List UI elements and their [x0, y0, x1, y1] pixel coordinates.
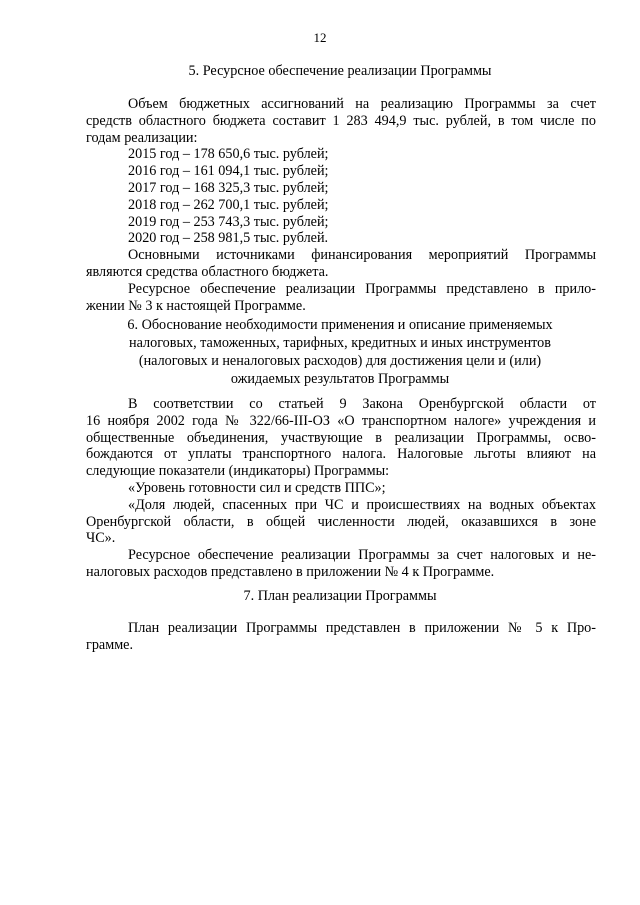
text-line: Основными источниками финансирования мероприятий Программы — [128, 247, 596, 264]
text-line: Объем бюджетных ассигнований на реализацию Программы за счет — [128, 96, 596, 112]
text-line: В соответствии со статьей 9 Закона Оренбургской области от — [128, 396, 596, 412]
text-line: Оренбургской области, в общей численности людей, оказавшихся в зоне — [86, 513, 596, 530]
year-item: 2020 год – 258 981,5 тыс. рублей. — [128, 230, 329, 247]
text-line: План реализации Программы представлен в приложении № 5 к Про- — [128, 620, 596, 636]
section-7-body — [86, 620, 596, 654]
year-list — [86, 146, 596, 247]
section-6-body — [86, 396, 596, 581]
text-line: являются средства областного бюджета. — [86, 263, 329, 280]
text-line: грамме. — [86, 636, 134, 653]
text-line: Ресурсное обеспечение реализации Программы за счет налоговых и не- — [128, 547, 596, 564]
section-6-heading — [60, 316, 620, 388]
paragraph — [86, 547, 596, 581]
heading-line: ожидаемых результатов Программы — [230, 371, 450, 387]
text-line: «Доля людей, спасенных при ЧС и происшествиях на водных объектах — [128, 496, 596, 513]
heading-line: 6. Обоснование необходимости применения и описание применяемых — [127, 317, 553, 333]
text-line: следующие показатели (индикаторы) Программы: — [86, 463, 390, 480]
year-item: 2018 год – 262 700,1 тыс. рублей; — [128, 196, 329, 213]
text-line: общественные объединения, участвующие в реализации Программы, осво- — [86, 429, 596, 446]
text-line: ЧС». — [86, 530, 116, 547]
heading-line: налоговых, таможенных, тарифных, кредитных и иных инструментов — [129, 335, 551, 351]
text-line: средств областного бюджета составит 1 283 494,9 тыс. рублей, в том числе по — [86, 112, 596, 129]
year-item: 2017 год – 168 325,3 тыс. рублей; — [128, 179, 329, 196]
section-5-body — [86, 96, 596, 314]
year-item: 2016 год – 161 094,1 тыс. рублей; — [128, 163, 329, 180]
year-item: 2015 год – 178 650,6 тыс. рублей; — [128, 146, 329, 163]
year-item: 2019 год – 253 743,3 тыс. рублей; — [128, 213, 329, 230]
section-7-heading: 7. План реализации Программы — [243, 588, 437, 604]
text-line: годам реализации: — [86, 129, 198, 146]
paragraph — [86, 620, 596, 654]
heading-line: (налоговых и неналоговых расходов) для достижения цели и (или) — [138, 353, 542, 369]
paragraph — [86, 247, 596, 281]
text-line: бождаются от уплаты транспортного налога. Налоговые льготы влияют на — [86, 446, 596, 463]
indicator-quote: «Уровень готовности сил и средств ППС»; — [128, 479, 386, 496]
paragraph — [86, 281, 596, 315]
indicator-quote — [86, 497, 596, 547]
text-line: налоговых расходов представлено в приложении № 4 к Программе. — [86, 563, 495, 580]
text-line: 16 ноября 2002 года № 322/66-III-ОЗ «О транспортном налоге» учреждения и — [86, 412, 596, 429]
text-line: жении № 3 к настоящей Программе. — [86, 297, 306, 314]
text-line: Ресурсное обеспечение реализации Программы представлено в прило- — [128, 280, 596, 297]
section-5-heading: 5. Ресурсное обеспечение реализации Программы — [188, 63, 492, 79]
paragraph — [86, 396, 596, 480]
page-number: 12 — [313, 30, 327, 45]
paragraph — [86, 96, 596, 146]
